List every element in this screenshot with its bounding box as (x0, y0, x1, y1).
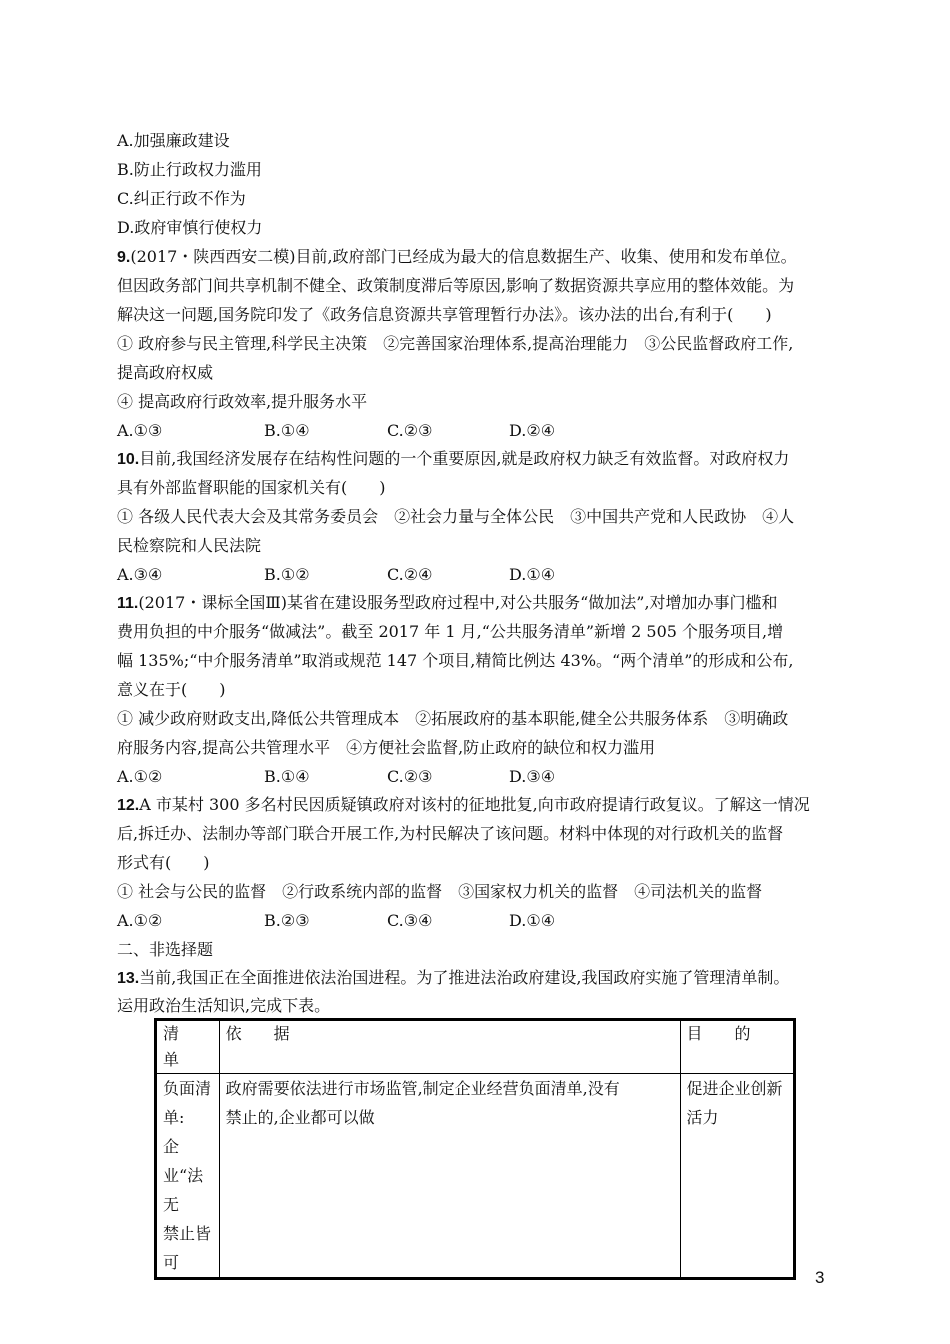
q12-option-d: D.①④ (509, 911, 556, 930)
q11-option-b: B.①④ (264, 767, 310, 786)
table-header-row (156, 1020, 795, 1074)
q13-line-1: 13.当前,我国正在全面推进依法治国进程。为了推进法治政府建设,我国政府实施了管理清单制。 (117, 968, 790, 987)
q9-line-4: ① 政府参与民主管理,科学民主决策 ②完善国家治理体系,提高治理能力 ③公民监督政府工作, (117, 334, 794, 353)
q10-option-d: D.①④ (509, 565, 556, 584)
header-purpose: 目 的 (680, 1020, 794, 1074)
q11-line-2: 费用负担的中介服务“做减法”。截至 2017 年 1 月,“公共服务清单”新增 2 505 个服务项目,增 (117, 622, 784, 641)
q11-line-3: 幅 135%;“中介服务清单”取消或规范 147 个项目,精简比例达 43%。“两个清单”的形成和公布, (117, 651, 794, 670)
q12-option-c: C.③④ (387, 911, 433, 930)
q12-line-1: 12.A 市某村 300 多名村民因质疑镇政府对该村的征地批复,向市政府提请行政复议。了解这一情况 (117, 795, 810, 814)
page-number: 3 (815, 1268, 825, 1287)
q10-line-1: 10.目前,我国经济发展存在结构性问题的一个重要原因,就是政府权力缺乏有效监督。对政府权力 (117, 449, 790, 468)
q12-option-a: A.①② (117, 911, 163, 930)
q12-number: 12. (117, 797, 140, 814)
q12-line-3: 形式有( ) (117, 853, 210, 872)
q12-option-b: B.②③ (264, 911, 310, 930)
q9-option-a: A.①③ (117, 421, 163, 440)
q10-option-a: A.③④ (117, 565, 163, 584)
q12-line-2: 后,拆迁办、法制办等部门联合开展工作,为村民解决了该问题。材料中体现的对行政机关的监督 (117, 824, 784, 843)
cell-purpose: 促进企业创新 活力 (680, 1074, 794, 1279)
header-basis: 依 据 (219, 1020, 680, 1074)
q9-option-d: D.②④ (509, 421, 556, 440)
q10-number: 10. (117, 451, 140, 468)
q9-option-b: B.①④ (264, 421, 310, 440)
q11-number: 11. (117, 595, 139, 612)
q11-option-c: C.②③ (387, 767, 433, 786)
q11-option-d: D.③④ (509, 767, 556, 786)
q9-line-2: 但因政务部门间共享机制不健全、政策制度滞后等原因,影响了数据资源共享应用的整体效能。为 (117, 276, 795, 295)
q9-option-c: C.②③ (387, 421, 433, 440)
q11-line-6: 府服务内容,提高公共管理水平 ④方便社会监督,防止政府的缺位和权力滥用 (117, 738, 656, 757)
cell-basis: 政府需要依法进行市场监管,制定企业经营负面清单,没有 禁止的,企业都可以做 (219, 1074, 680, 1279)
cell-list: 负面清 单: 企业“法 无 禁止皆可 (156, 1074, 220, 1279)
q11-line-4: 意义在于( ) (117, 680, 226, 699)
q12-line-4: ① 社会与公民的监督 ②行政系统内部的监督 ③国家权力机关的监督 ④司法机关的监督 (117, 882, 763, 901)
q9-line-1: 9.(2017・陕西西安二模)目前,政府部门已经成为最大的信息数据生产、收集、使用和发布单位。 (117, 247, 797, 266)
q9-number: 9. (117, 249, 131, 266)
table-row (156, 1074, 795, 1279)
q11-line-5: ① 减少政府财政支出,降低公共管理成本 ②拓展政府的基本职能,健全公共服务体系 ③明确政 (117, 709, 789, 728)
q10-option-c: C.②④ (387, 565, 433, 584)
q13-number: 13. (117, 970, 140, 987)
q8-option-c: C.纠正行政不作为 (117, 189, 246, 208)
q8-option-d: D.政府审慎行使权力 (117, 218, 263, 237)
q9-line-6: ④ 提高政府行政效率,提升服务水平 (117, 392, 368, 411)
q9-line-3: 解决这一问题,国务院印发了《政务信息资源共享管理暂行办法》。该办法的出台,有利于( ) (117, 305, 772, 324)
q9-line-5: 提高政府权威 (117, 363, 214, 382)
q11-line-1: 11.(2017・课标全国Ⅲ)某省在建设服务型政府过程中,对公共服务“做加法”,对增加办事门槛和 (117, 593, 778, 612)
list-table (154, 1018, 796, 1280)
q8-option-a: A.加强廉政建设 (117, 131, 230, 150)
q11-option-a: A.①② (117, 767, 163, 786)
q10-line-3: ① 各级人民代表大会及其常务委员会 ②社会力量与全体公民 ③中国共产党和人民政协 ④人 (117, 507, 795, 526)
q10-option-b: B.①② (264, 565, 310, 584)
q10-line-4: 民检察院和人民法院 (117, 536, 262, 555)
header-list: 清 单 (156, 1020, 220, 1074)
q10-line-2: 具有外部监督职能的国家机关有( ) (117, 478, 386, 497)
section-heading: 二、非选择题 (117, 940, 214, 959)
q8-option-b: B.防止行政权力滥用 (117, 160, 262, 179)
q13-line-2: 运用政治生活知识,完成下表。 (117, 996, 331, 1015)
